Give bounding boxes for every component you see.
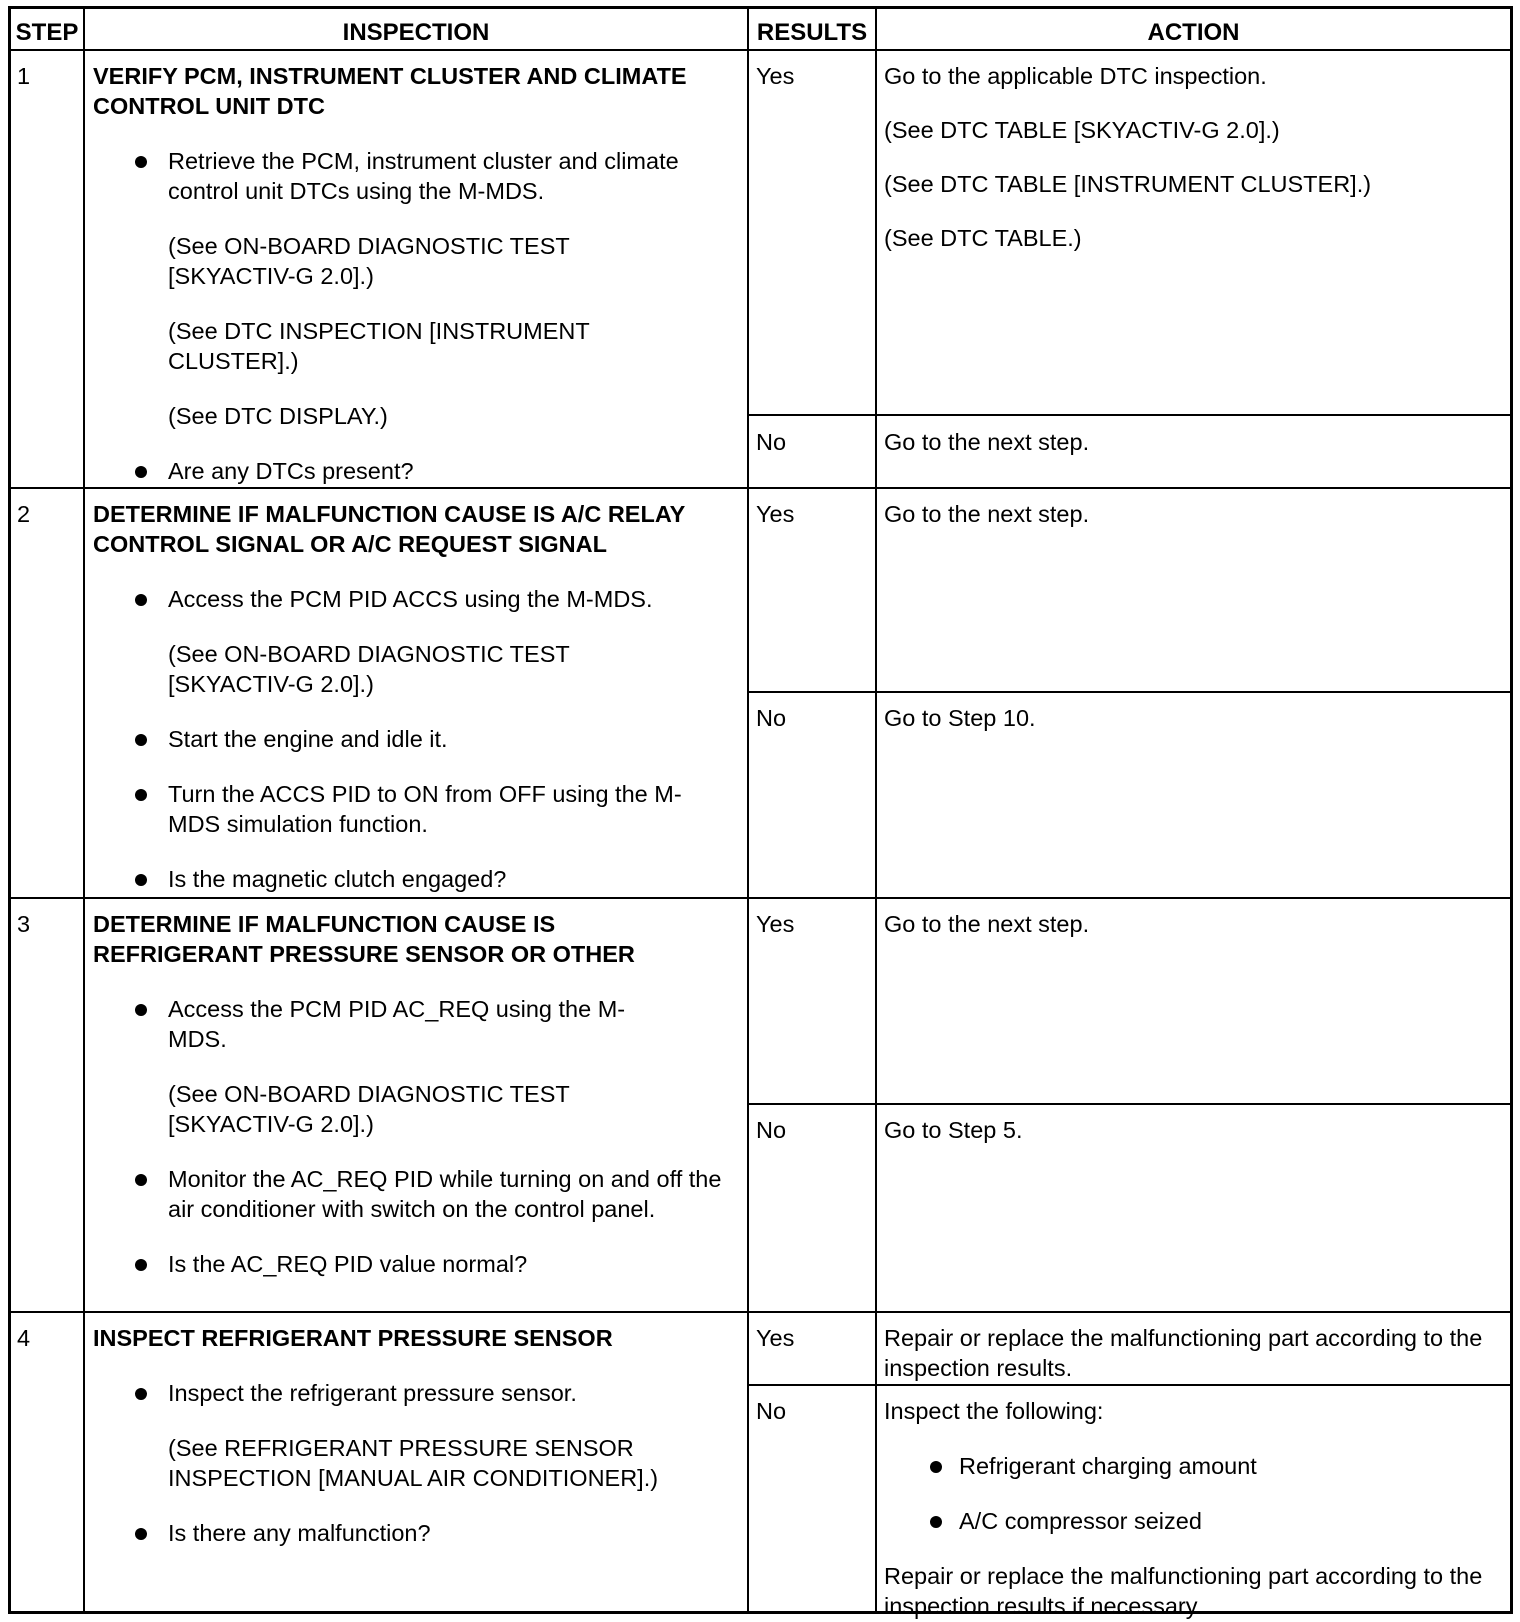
action-yes: Go to the next step.: [884, 501, 1090, 527]
action-text: (See DTC TABLE [SKYACTIV-G 2.0].): [884, 117, 1280, 143]
step-number: 2: [17, 501, 31, 527]
result-divider: [747, 1384, 1510, 1386]
list-item: Is the AC_REQ PID value normal?: [93, 1249, 741, 1279]
result-no: No: [756, 1398, 787, 1424]
diagnostic-table: [8, 6, 1513, 1619]
list-item: Inspect the refrigerant pressure sensor.: [93, 1378, 741, 1408]
result-yes: Yes: [756, 63, 795, 89]
reference-text: (See ON-BOARD DIAGNOSTIC TEST [SKYACTIV-G 2.0].): [168, 233, 570, 289]
result-no: No: [756, 1117, 787, 1143]
step-title: VERIFY PCM, INSTRUMENT CLUSTER AND CLIMATE CONTROL UNIT DTC: [93, 63, 687, 119]
step-title: DETERMINE IF MALFUNCTION CAUSE IS REFRIGERANT PRESSURE SENSOR OR OTHER: [93, 911, 635, 967]
step-number: 4: [17, 1325, 31, 1351]
inspection-cell: [93, 499, 741, 894]
action-no: Go to Step 10.: [884, 705, 1036, 731]
result-divider: [747, 1103, 1510, 1105]
result-no: No: [756, 705, 787, 731]
action-no: Go to the next step.: [884, 429, 1090, 455]
column-divider: [747, 9, 749, 1611]
list-item: Monitor the AC_REQ PID while turning on and off the air conditioner with switch on the control panel.: [93, 1164, 728, 1224]
inspection-cell: [93, 61, 741, 486]
action-text: (See DTC TABLE.): [884, 225, 1082, 251]
header-inspection: INSPECTION: [342, 19, 490, 46]
column-divider: [875, 9, 877, 1611]
result-yes: Yes: [756, 501, 795, 527]
result-divider: [747, 691, 1510, 693]
column-divider: [83, 9, 85, 1611]
list-item: Access the PCM PID AC_REQ using the M-MDS.: [93, 994, 648, 1054]
reference-text: (See DTC INSPECTION [INSTRUMENT CLUSTER].): [168, 318, 590, 374]
result-no: No: [756, 429, 787, 455]
action-yes: Repair or replace the malfunctioning part according to the inspection results.: [884, 1325, 1483, 1381]
action-text: Inspect the following:: [884, 1398, 1104, 1424]
action-text: Go to the applicable DTC inspection.: [884, 63, 1267, 89]
list-item: Retrieve the PCM, instrument cluster and climate control unit DTCs using the M-MDS.: [93, 146, 728, 206]
action-no: Go to Step 5.: [884, 1117, 1023, 1143]
reference-text: (See REFRIGERANT PRESSURE SENSOR INSPECTION [MANUAL AIR CONDITIONER].): [168, 1435, 659, 1491]
step-number: 1: [17, 63, 31, 89]
step-title: DETERMINE IF MALFUNCTION CAUSE IS A/C RELAY CONTROL SIGNAL OR A/C REQUEST SIGNAL: [93, 501, 685, 557]
action-yes: [884, 61, 1504, 253]
row-divider: [11, 487, 1510, 489]
row-divider: [11, 897, 1510, 899]
header-step: STEP: [15, 19, 79, 46]
list-item: Access the PCM PID ACCS using the M-MDS.: [93, 584, 728, 614]
reference-text: (See ON-BOARD DIAGNOSTIC TEST [SKYACTIV-G 2.0].): [168, 641, 570, 697]
reference-text: (See ON-BOARD DIAGNOSTIC TEST [SKYACTIV-G 2.0].): [168, 1081, 570, 1137]
result-divider: [747, 414, 1510, 416]
step-number: 3: [17, 911, 31, 937]
header-divider: [11, 49, 1510, 51]
list-item: A/C compressor seized: [884, 1506, 1504, 1536]
action-yes: Go to the next step.: [884, 911, 1090, 937]
header-results: RESULTS: [756, 19, 868, 46]
list-item: Start the engine and idle it.: [93, 724, 741, 754]
inspection-cell: [93, 1323, 741, 1548]
result-yes: Yes: [756, 911, 795, 937]
step-title: INSPECT REFRIGERANT PRESSURE SENSOR: [93, 1325, 613, 1351]
row-divider: [11, 1311, 1510, 1313]
action-text: (See DTC TABLE [INSTRUMENT CLUSTER].): [884, 171, 1372, 197]
result-yes: Yes: [756, 1325, 795, 1351]
header-action: ACTION: [1147, 19, 1240, 46]
list-item: Turn the ACCS PID to ON from OFF using the M-MDS simulation function.: [93, 779, 728, 839]
list-item: Refrigerant charging amount: [884, 1451, 1504, 1481]
reference-text: (See DTC DISPLAY.): [168, 403, 388, 429]
list-item: Is the magnetic clutch engaged?: [93, 864, 741, 894]
list-item: Is there any malfunction?: [93, 1518, 741, 1548]
list-item: Are any DTCs present?: [93, 456, 741, 486]
action-text: Repair or replace the malfunctioning part according to the inspection results if necessary.: [884, 1563, 1483, 1619]
inspection-cell: [93, 909, 741, 1279]
action-no: [884, 1396, 1504, 1621]
